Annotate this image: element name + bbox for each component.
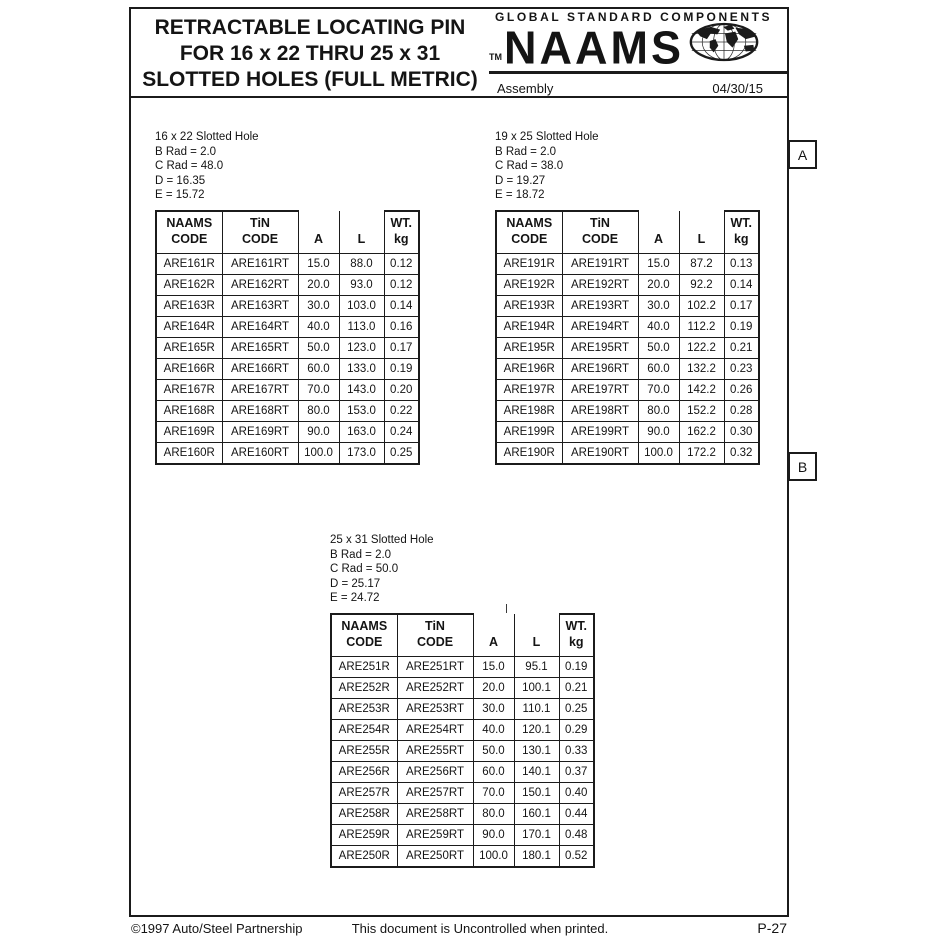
table-row — [496, 442, 759, 464]
brand-tagline: GLOBAL STANDARD COMPONENTS — [495, 10, 773, 24]
table-cell: 0.28 — [724, 400, 759, 421]
table-cell: 60.0 — [473, 761, 514, 782]
spec-note-line: D = 25.17 — [330, 577, 381, 590]
table-cell: ARE198RT — [562, 400, 638, 421]
table-cell: ARE259R — [331, 824, 397, 845]
table-cell: 80.0 — [638, 400, 679, 421]
page-title — [132, 15, 488, 93]
table-cell: ARE196RT — [562, 358, 638, 379]
table-cell: ARE161R — [156, 253, 222, 274]
table-cell: 0.12 — [384, 274, 419, 295]
column-header-line: L — [532, 634, 541, 649]
table-cell: ARE254R — [331, 719, 397, 740]
column-header — [559, 614, 594, 657]
table-cell: 160.1 — [514, 803, 559, 824]
table-cell: 0.33 — [559, 740, 594, 761]
table-cell: ARE163R — [156, 295, 222, 316]
table-row — [496, 295, 759, 316]
table-row — [496, 379, 759, 400]
table-cell: 0.21 — [724, 337, 759, 358]
table-cell: ARE256RT — [397, 761, 473, 782]
table-cell: ARE197RT — [562, 379, 638, 400]
spec-table — [330, 613, 595, 868]
table-cell: 0.17 — [384, 337, 419, 358]
column-header — [562, 211, 638, 254]
spec-note-line: D = 19.27 — [495, 174, 546, 187]
table-row — [331, 845, 594, 867]
table-cell: 0.26 — [724, 379, 759, 400]
table-cell: 20.0 — [298, 274, 339, 295]
table-cell: 60.0 — [298, 358, 339, 379]
table-cell: 0.19 — [559, 656, 594, 677]
table-cell: 50.0 — [473, 740, 514, 761]
table-cell: 120.1 — [514, 719, 559, 740]
column-header-line: A — [488, 634, 499, 649]
table-cell: 30.0 — [473, 698, 514, 719]
column-header — [514, 614, 559, 657]
column-header-line: WT. — [390, 216, 413, 231]
table-cell: ARE255RT — [397, 740, 473, 761]
table-cell: 90.0 — [298, 421, 339, 442]
table-row — [331, 782, 594, 803]
column-header-line: A — [653, 231, 664, 246]
naams-logo-text: NAAMS — [504, 21, 684, 74]
table-cell: 40.0 — [298, 316, 339, 337]
header-row — [331, 614, 594, 657]
table-cell: ARE196R — [496, 358, 562, 379]
table-row — [331, 656, 594, 677]
table-cell: 0.37 — [559, 761, 594, 782]
table-cell: 50.0 — [638, 337, 679, 358]
table-cell: ARE195RT — [562, 337, 638, 358]
table-cell: 0.17 — [724, 295, 759, 316]
table-cell: 30.0 — [638, 295, 679, 316]
header-row — [496, 211, 759, 254]
table-cell: ARE167RT — [222, 379, 298, 400]
table-row — [496, 358, 759, 379]
section-marker-b-label: B — [797, 458, 808, 475]
table-cell: 70.0 — [473, 782, 514, 803]
column-header — [638, 211, 679, 254]
table-cell: 40.0 — [473, 719, 514, 740]
table-cell: ARE251R — [331, 656, 397, 677]
table-cell: ARE199RT — [562, 421, 638, 442]
table-cell: ARE257RT — [397, 782, 473, 803]
table-cell: ARE191RT — [562, 253, 638, 274]
table-cell: 123.0 — [339, 337, 384, 358]
table-cell: 143.0 — [339, 379, 384, 400]
column-header-line: WT. — [565, 619, 588, 634]
table-row — [156, 442, 419, 464]
title-line-2: FOR 16 x 22 THRU 25 x 31 — [179, 42, 441, 65]
table-cell: 90.0 — [473, 824, 514, 845]
table-cell: ARE168R — [156, 400, 222, 421]
table-cell: 15.0 — [638, 253, 679, 274]
table-cell: ARE166R — [156, 358, 222, 379]
column-header-line: kg — [568, 635, 584, 649]
spec-note-line: D = 16.35 — [155, 174, 206, 187]
table-row — [156, 337, 419, 358]
scan-tick-artifact — [506, 604, 507, 613]
table-cell: ARE165RT — [222, 337, 298, 358]
table-cell: 30.0 — [298, 295, 339, 316]
table-cell: 113.0 — [339, 316, 384, 337]
table-cell: ARE253RT — [397, 698, 473, 719]
table-cell: ARE163RT — [222, 295, 298, 316]
spec-note-line: B Rad = 2.0 — [155, 145, 217, 158]
table-cell: 0.25 — [384, 442, 419, 464]
table-cell: ARE190RT — [562, 442, 638, 464]
table-cell: 0.48 — [559, 824, 594, 845]
table-cell: ARE256R — [331, 761, 397, 782]
spec-notes — [155, 130, 420, 203]
column-header — [384, 211, 419, 254]
table-row — [496, 274, 759, 295]
header-row — [156, 211, 419, 254]
table-row — [156, 400, 419, 421]
table-cell: 133.0 — [339, 358, 384, 379]
table-cell: 0.19 — [384, 358, 419, 379]
table-row — [331, 740, 594, 761]
spec-table — [155, 210, 420, 465]
table-row — [496, 316, 759, 337]
table-row — [156, 253, 419, 274]
footer-notice: This document is Uncontrolled when printed. — [351, 921, 609, 936]
table-row — [331, 677, 594, 698]
table-cell: ARE250R — [331, 845, 397, 867]
table-cell: ARE193RT — [562, 295, 638, 316]
table-cell: ARE191R — [496, 253, 562, 274]
spec-table-block-25x31 — [330, 533, 595, 868]
spec-note-line: C Rad = 50.0 — [330, 563, 399, 575]
table-cell: ARE258R — [331, 803, 397, 824]
table-cell: 140.1 — [514, 761, 559, 782]
table-cell: 0.52 — [559, 845, 594, 867]
spec-note-line: 25 x 31 Slotted Hole — [330, 534, 434, 546]
spec-note-line: E = 18.72 — [495, 189, 545, 201]
table-cell: ARE166RT — [222, 358, 298, 379]
table-cell: 80.0 — [473, 803, 514, 824]
table-row — [156, 295, 419, 316]
table-cell: 112.2 — [679, 316, 724, 337]
table-cell: 0.16 — [384, 316, 419, 337]
column-header-line: WT. — [730, 216, 753, 231]
table-cell: ARE160RT — [222, 442, 298, 464]
table-cell: 0.20 — [384, 379, 419, 400]
column-header — [397, 614, 473, 657]
table-row — [331, 698, 594, 719]
spec-table-block-16x22 — [155, 130, 420, 465]
table-cell: 0.30 — [724, 421, 759, 442]
column-header — [298, 211, 339, 254]
table-cell: ARE167R — [156, 379, 222, 400]
table-cell: 50.0 — [298, 337, 339, 358]
column-header-line: CODE — [511, 232, 548, 246]
table-cell: 80.0 — [298, 400, 339, 421]
table-cell: 152.2 — [679, 400, 724, 421]
table-cell: 100.0 — [298, 442, 339, 464]
column-header-line: NAAMS — [166, 216, 213, 231]
table-cell: 88.0 — [339, 253, 384, 274]
table-cell: ARE169RT — [222, 421, 298, 442]
spec-note-line: E = 15.72 — [155, 189, 205, 201]
table-cell: 103.0 — [339, 295, 384, 316]
table-row — [156, 421, 419, 442]
table-cell: ARE199R — [496, 421, 562, 442]
column-header-line: CODE — [416, 635, 454, 649]
table-cell: 95.1 — [514, 656, 559, 677]
column-header-line: L — [697, 231, 706, 246]
table-cell: ARE165R — [156, 337, 222, 358]
table-cell: 100.0 — [638, 442, 679, 464]
table-cell: 15.0 — [298, 253, 339, 274]
column-header-line: CODE — [346, 635, 383, 649]
table-cell: 173.0 — [339, 442, 384, 464]
table-cell: 20.0 — [473, 677, 514, 698]
table-cell: ARE160R — [156, 442, 222, 464]
table-row — [331, 761, 594, 782]
revision-date: 04/30/15 — [712, 81, 763, 96]
table-cell: ARE195R — [496, 337, 562, 358]
column-header-line: NAAMS — [341, 619, 388, 634]
table-cell: ARE194R — [496, 316, 562, 337]
table-row — [331, 824, 594, 845]
spec-notes — [495, 130, 760, 203]
table-cell: 0.14 — [724, 274, 759, 295]
globe-icon — [688, 21, 760, 68]
table-cell: ARE192RT — [562, 274, 638, 295]
table-cell: 0.25 — [559, 698, 594, 719]
table-cell: 0.23 — [724, 358, 759, 379]
table-cell: 153.0 — [339, 400, 384, 421]
table-cell: 130.1 — [514, 740, 559, 761]
table-cell: 93.0 — [339, 274, 384, 295]
column-header — [331, 614, 397, 657]
column-header-line: CODE — [241, 232, 279, 246]
table-cell: ARE192R — [496, 274, 562, 295]
header-divider — [129, 96, 789, 98]
spec-note-line: B Rad = 2.0 — [495, 145, 557, 158]
table-cell: ARE258RT — [397, 803, 473, 824]
table-cell: ARE252R — [331, 677, 397, 698]
table-cell: ARE193R — [496, 295, 562, 316]
spec-note-line: 19 x 25 Slotted Hole — [495, 131, 599, 143]
table-cell: 0.21 — [559, 677, 594, 698]
table-cell: 162.2 — [679, 421, 724, 442]
table-cell: ARE161RT — [222, 253, 298, 274]
table-cell: 150.1 — [514, 782, 559, 803]
trademark-symbol: TM — [489, 52, 502, 62]
table-cell: 70.0 — [638, 379, 679, 400]
section-marker-a — [788, 140, 817, 169]
table-cell: 0.32 — [724, 442, 759, 464]
column-header-line: CODE — [581, 232, 619, 246]
spec-table — [495, 210, 760, 465]
table-cell: 170.1 — [514, 824, 559, 845]
table-cell: 60.0 — [638, 358, 679, 379]
table-cell: 163.0 — [339, 421, 384, 442]
table-row — [156, 316, 419, 337]
table-cell: ARE257R — [331, 782, 397, 803]
table-cell: ARE253R — [331, 698, 397, 719]
table-cell: 0.24 — [384, 421, 419, 442]
table-cell: 172.2 — [679, 442, 724, 464]
table-row — [331, 719, 594, 740]
table-cell: ARE168RT — [222, 400, 298, 421]
naams-logo — [489, 21, 787, 74]
column-header — [156, 211, 222, 254]
category-label: Assembly — [497, 81, 554, 96]
table-cell: 0.22 — [384, 400, 419, 421]
column-header — [496, 211, 562, 254]
table-cell: 100.1 — [514, 677, 559, 698]
footer-page-number: P-27 — [757, 920, 787, 936]
table-cell: ARE164R — [156, 316, 222, 337]
table-cell: 92.2 — [679, 274, 724, 295]
table-row — [331, 803, 594, 824]
table-cell: ARE162RT — [222, 274, 298, 295]
table-cell: ARE259RT — [397, 824, 473, 845]
table-cell: 0.29 — [559, 719, 594, 740]
table-cell: 102.2 — [679, 295, 724, 316]
spec-note-line: B Rad = 2.0 — [330, 548, 392, 561]
table-cell: 20.0 — [638, 274, 679, 295]
table-cell: ARE164RT — [222, 316, 298, 337]
table-cell: ARE169R — [156, 421, 222, 442]
table-cell: 40.0 — [638, 316, 679, 337]
table-cell: ARE194RT — [562, 316, 638, 337]
table-cell: 132.2 — [679, 358, 724, 379]
column-header-line: A — [313, 231, 324, 246]
table-cell: ARE162R — [156, 274, 222, 295]
table-cell: ARE252RT — [397, 677, 473, 698]
column-header — [679, 211, 724, 254]
table-cell: ARE255R — [331, 740, 397, 761]
title-line-3: SLOTTED HOLES (FULL METRIC) — [142, 68, 478, 91]
table-cell: 110.1 — [514, 698, 559, 719]
table-cell: 87.2 — [679, 253, 724, 274]
brand-block — [489, 10, 787, 96]
table-cell: ARE250RT — [397, 845, 473, 867]
column-header-line: TiN — [250, 216, 270, 231]
table-cell: 180.1 — [514, 845, 559, 867]
column-header — [339, 211, 384, 254]
table-cell: 15.0 — [473, 656, 514, 677]
column-header — [724, 211, 759, 254]
spec-note-line: E = 24.72 — [330, 592, 380, 604]
column-header-line: L — [357, 231, 366, 246]
column-header — [222, 211, 298, 254]
table-row — [496, 253, 759, 274]
table-cell: 142.2 — [679, 379, 724, 400]
table-cell: 100.0 — [473, 845, 514, 867]
column-header-line: TiN — [590, 216, 610, 231]
table-cell: ARE190R — [496, 442, 562, 464]
table-row — [496, 337, 759, 358]
table-cell: 0.44 — [559, 803, 594, 824]
table-row — [496, 421, 759, 442]
spec-note-line: C Rad = 48.0 — [155, 160, 224, 172]
table-cell: 0.40 — [559, 782, 594, 803]
table-cell: 0.13 — [724, 253, 759, 274]
table-cell: 0.12 — [384, 253, 419, 274]
footer-copyright: ©1997 Auto/Steel Partnership — [131, 921, 303, 936]
column-header-line: TiN — [425, 619, 445, 634]
table-row — [156, 274, 419, 295]
table-cell: ARE197R — [496, 379, 562, 400]
column-header — [473, 614, 514, 657]
spec-table-block-19x25 — [495, 130, 760, 465]
table-cell: 90.0 — [638, 421, 679, 442]
column-header-line: kg — [733, 232, 749, 246]
table-cell: 70.0 — [298, 379, 339, 400]
table-cell: 122.2 — [679, 337, 724, 358]
table-cell: ARE198R — [496, 400, 562, 421]
table-cell: 0.14 — [384, 295, 419, 316]
section-marker-b — [788, 452, 817, 481]
title-line-1: RETRACTABLE LOCATING PIN — [154, 16, 466, 39]
table-cell: ARE254RT — [397, 719, 473, 740]
table-row — [156, 379, 419, 400]
section-marker-a-label: A — [797, 146, 808, 163]
table-cell: 0.19 — [724, 316, 759, 337]
spec-note-line: 16 x 22 Slotted Hole — [155, 131, 259, 143]
spec-note-line: C Rad = 38.0 — [495, 160, 564, 172]
table-row — [156, 358, 419, 379]
column-header-line: NAAMS — [506, 216, 553, 231]
table-cell: ARE251RT — [397, 656, 473, 677]
column-header-line: CODE — [171, 232, 208, 246]
column-header-line: kg — [393, 232, 409, 246]
spec-notes — [330, 533, 595, 606]
table-row — [496, 400, 759, 421]
